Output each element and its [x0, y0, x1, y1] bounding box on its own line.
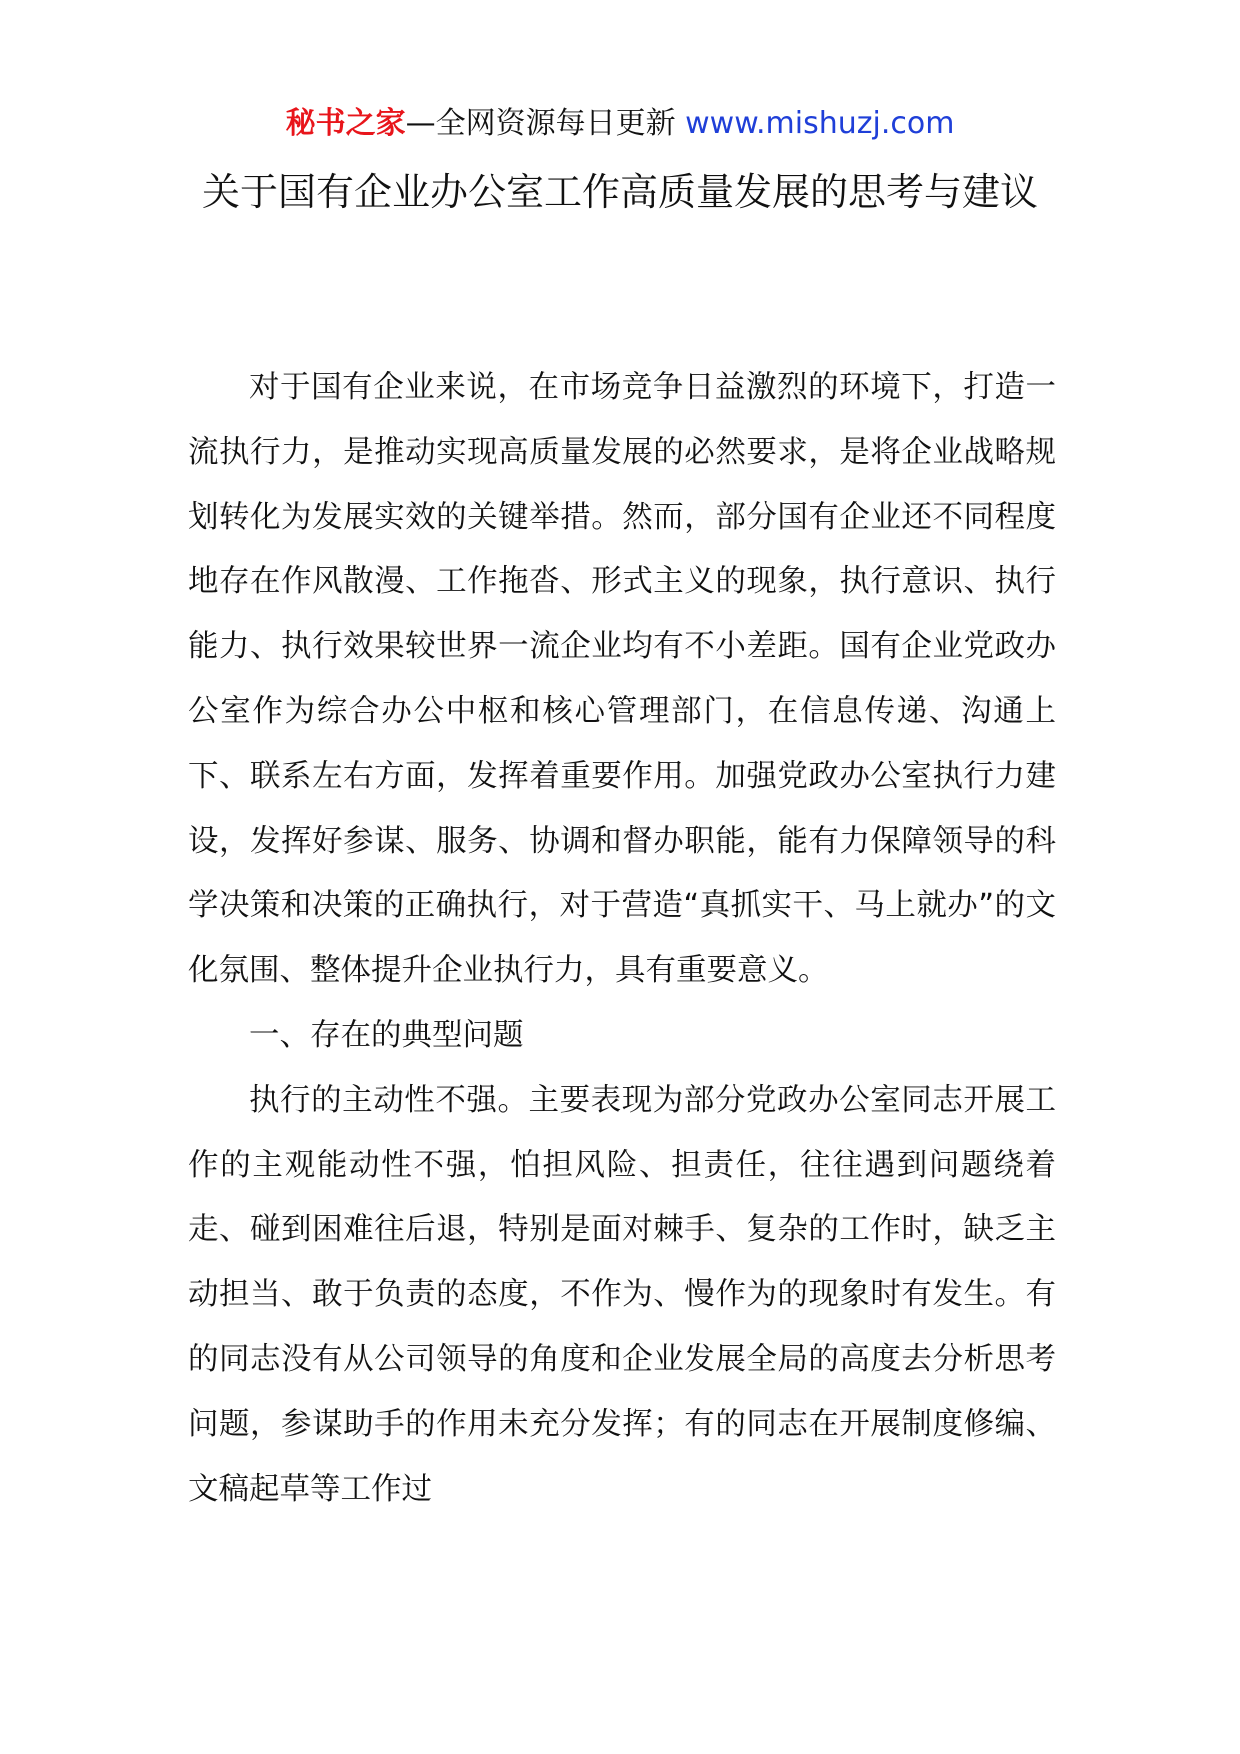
site-header [0, 102, 1240, 146]
document-body [188, 356, 1056, 1522]
site-url: www.mishuzj.com [685, 106, 955, 141]
section-paragraph: 执行的主动性不强。主要表现为部分党政办公室同志开展工作的主观能动性不强，怕担风险、担责任，往往遇到问题绕着走、碰到困难往后退，特别是面对棘手、复杂的工作时，缺乏主动担当、敢于负责的态度，不作为、慢作为的现象时有发生。有的同志没有从公司领导的角度和企业发展全局的高度去分析思考问题，参谋助手的作用未充分发挥；有的同志在开展制度修编、文稿起草等工作过 [188, 1082, 1056, 1507]
intro-paragraph: 对于国有企业来说，在市场竞争日益激烈的环境下，打造一流执行力，是推动实现高质量发展的必然要求，是将企业战略规划转化为发展实效的关键举措。然而，部分国有企业还不同程度地存在作风散漫、工作拖沓、形式主义的现象，执行意识、执行能力、执行效果较世界一流企业均有不小差距。国有企业党政办公室作为综合办公中枢和核心管理部门，在信息传递、沟通上下、联系左右方面，发挥着重要作用。加强党政办公室执行力建设，发挥好参谋、服务、协调和督办职能，能有力保障领导的科学决策和决策的正确执行，对于营造“真抓实干、马上就办”的文化氛围、整体提升企业执行力，具有重要意义。 [188, 370, 1056, 989]
document-title: 关于国有企业办公室工作高质量发展的思考与建议 [201, 170, 1038, 214]
site-brand: 秘书之家 [285, 106, 406, 141]
section-heading: 一、存在的典型问题 [249, 1017, 524, 1053]
site-tagline: —全网资源每日更新 [405, 106, 676, 141]
